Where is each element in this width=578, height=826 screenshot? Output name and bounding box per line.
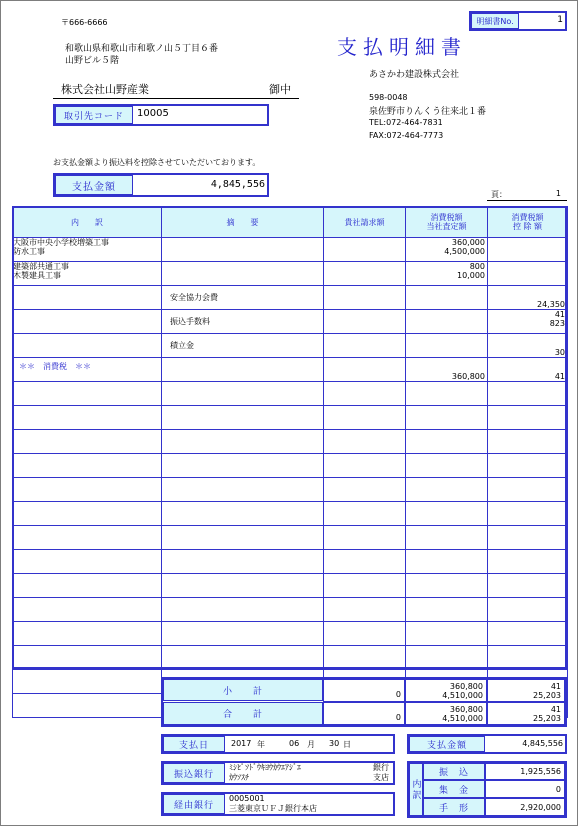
header-tax-assessed: 消費税額 当社査定額	[406, 207, 488, 238]
table-row-empty	[13, 454, 568, 478]
transfer-bank-label: 振込銀行	[163, 763, 225, 783]
subtotal-claim-cell	[323, 679, 405, 702]
page-number: 1	[555, 189, 561, 198]
pay-date-month-unit: 月	[307, 740, 315, 749]
breakdown-transfer-cell	[485, 763, 565, 780]
subtotal-b1: 41	[550, 682, 561, 691]
table-row-empty	[13, 406, 568, 430]
pay-date-day-unit: 日	[343, 740, 351, 749]
table-header-row	[13, 207, 568, 238]
sender-underline	[53, 98, 299, 99]
payment-amount-value: 4,845,556	[210, 179, 265, 190]
table-row-empty	[13, 550, 568, 574]
subtotal-b2: 25,203	[533, 691, 561, 700]
total-b1: 41	[550, 705, 561, 714]
table-row-empty	[13, 502, 568, 526]
total-claim-cell	[323, 702, 405, 725]
header-tax-deduction: 消費税額 控 除 額	[488, 207, 568, 238]
sender-postal: 〒666-6666	[61, 18, 108, 27]
page-underline	[487, 200, 567, 201]
issuer-company: あさかわ建設株式会社	[369, 70, 460, 80]
total-claim: 0	[395, 713, 401, 722]
pay-date-day: 30	[329, 739, 340, 748]
issuer-tel: TEL:072-464-7831	[369, 118, 443, 127]
doc-number-value: 1	[557, 15, 563, 25]
pay-date-month: 06	[289, 739, 300, 748]
breakdown-note-value: 2,920,000	[520, 803, 561, 812]
transfer-bank-name: ﾐｼﾋﾟｿﾄﾞｳｷﾖｳｶｳｴｱｼﾞｴ	[229, 763, 301, 772]
pay-date-year: 2017	[231, 739, 252, 748]
sender-address-line1: 和歌山県和歌山市和歌ノ山５丁目６番	[65, 44, 219, 54]
table-row-empty	[13, 622, 568, 646]
table-row: 大阪市中央小学校増築工事 防水工事 360,000 4,500,000	[13, 238, 568, 262]
subtotal-label: 小 計	[163, 679, 323, 701]
client-code-value: 10005	[137, 108, 169, 119]
total-b2: 25,203	[533, 714, 561, 723]
subtotal-claim: 0	[395, 690, 401, 699]
statement-table	[12, 206, 568, 718]
table-row-empty	[13, 598, 568, 622]
subtotal-a1: 360,800	[449, 682, 483, 691]
subtotal-deduction-cell	[487, 679, 565, 702]
breakdown-note-label: 手 形	[423, 798, 485, 816]
total-label: 合 計	[163, 702, 323, 725]
issuer-address: 泉佐野市りんくう往来北１番	[369, 107, 487, 117]
breakdown-side-label: 内訳	[409, 763, 423, 816]
issuer-fax: FAX:072-464-7773	[369, 131, 444, 140]
pay-total-label: 支払金額	[409, 736, 485, 752]
pay-date-year-unit: 年	[257, 740, 265, 749]
total-a2: 4,510,000	[442, 714, 483, 723]
table-row: 建築部共通工事 木製建具工事 800 10,000	[13, 262, 568, 286]
breakdown-collection-value: 0	[555, 785, 561, 794]
via-bank-label: 経由銀行	[163, 794, 225, 814]
table-row-empty	[13, 574, 568, 598]
table-row: 安全協力会費 24,350	[13, 286, 568, 310]
total-tax-cell	[405, 702, 487, 725]
total-deduction-cell	[487, 702, 565, 725]
deduction-notice: お支払金額より振込料を控除させていただいております。	[53, 158, 261, 167]
table-row-empty	[13, 526, 568, 550]
header-summary: 摘 要	[162, 207, 324, 238]
via-bank-code: 0005001	[229, 794, 265, 803]
breakdown-collection-label: 集 金	[423, 780, 485, 798]
page-label: 頁：	[491, 190, 507, 199]
subtotal-tax-cell	[405, 679, 487, 702]
issuer-postal: 598-0048	[369, 93, 408, 102]
breakdown-transfer-label: 振 込	[423, 763, 485, 780]
header-claim: 貴社請求額	[324, 207, 406, 238]
pay-date-label: 支払日	[163, 736, 225, 752]
breakdown-collection-cell	[485, 780, 565, 798]
pay-total-value: 4,845,556	[522, 739, 563, 748]
table-row: 振込手数料 41 823	[13, 310, 568, 334]
table-row-empty	[13, 430, 568, 454]
client-code-label: 取引先コード	[55, 106, 133, 124]
breakdown-note-cell	[485, 798, 565, 816]
subtotal-a2: 4,510,000	[442, 691, 483, 700]
table-row-empty	[13, 382, 568, 406]
sender-honorific: 御中	[269, 83, 291, 96]
transfer-branch-suffix: 支店	[373, 773, 389, 782]
transfer-bank-suffix: 銀行	[373, 763, 389, 772]
header-detail: 内 訳	[13, 207, 162, 238]
document-title: 支払明細書	[337, 35, 467, 59]
via-bank-name: 三菱東京ＵＦＪ銀行本店	[229, 804, 317, 813]
transfer-branch-name: ｶｳｿｽﾁ	[229, 773, 249, 782]
doc-number-label: 明細書No.	[471, 13, 519, 29]
table-row: 積立金 30	[13, 334, 568, 358]
sender-company: 株式会社山野産業	[61, 83, 149, 96]
total-a1: 360,800	[449, 705, 483, 714]
table-row-empty	[13, 646, 568, 670]
breakdown-transfer-value: 1,925,556	[520, 767, 561, 776]
payment-amount-label: 支払金額	[55, 175, 133, 195]
table-row-empty	[13, 478, 568, 502]
sender-address-line2: 山野ビル５階	[65, 56, 120, 66]
table-row: ＊＊ 消費税 ＊＊ 360,800 41	[13, 358, 568, 382]
